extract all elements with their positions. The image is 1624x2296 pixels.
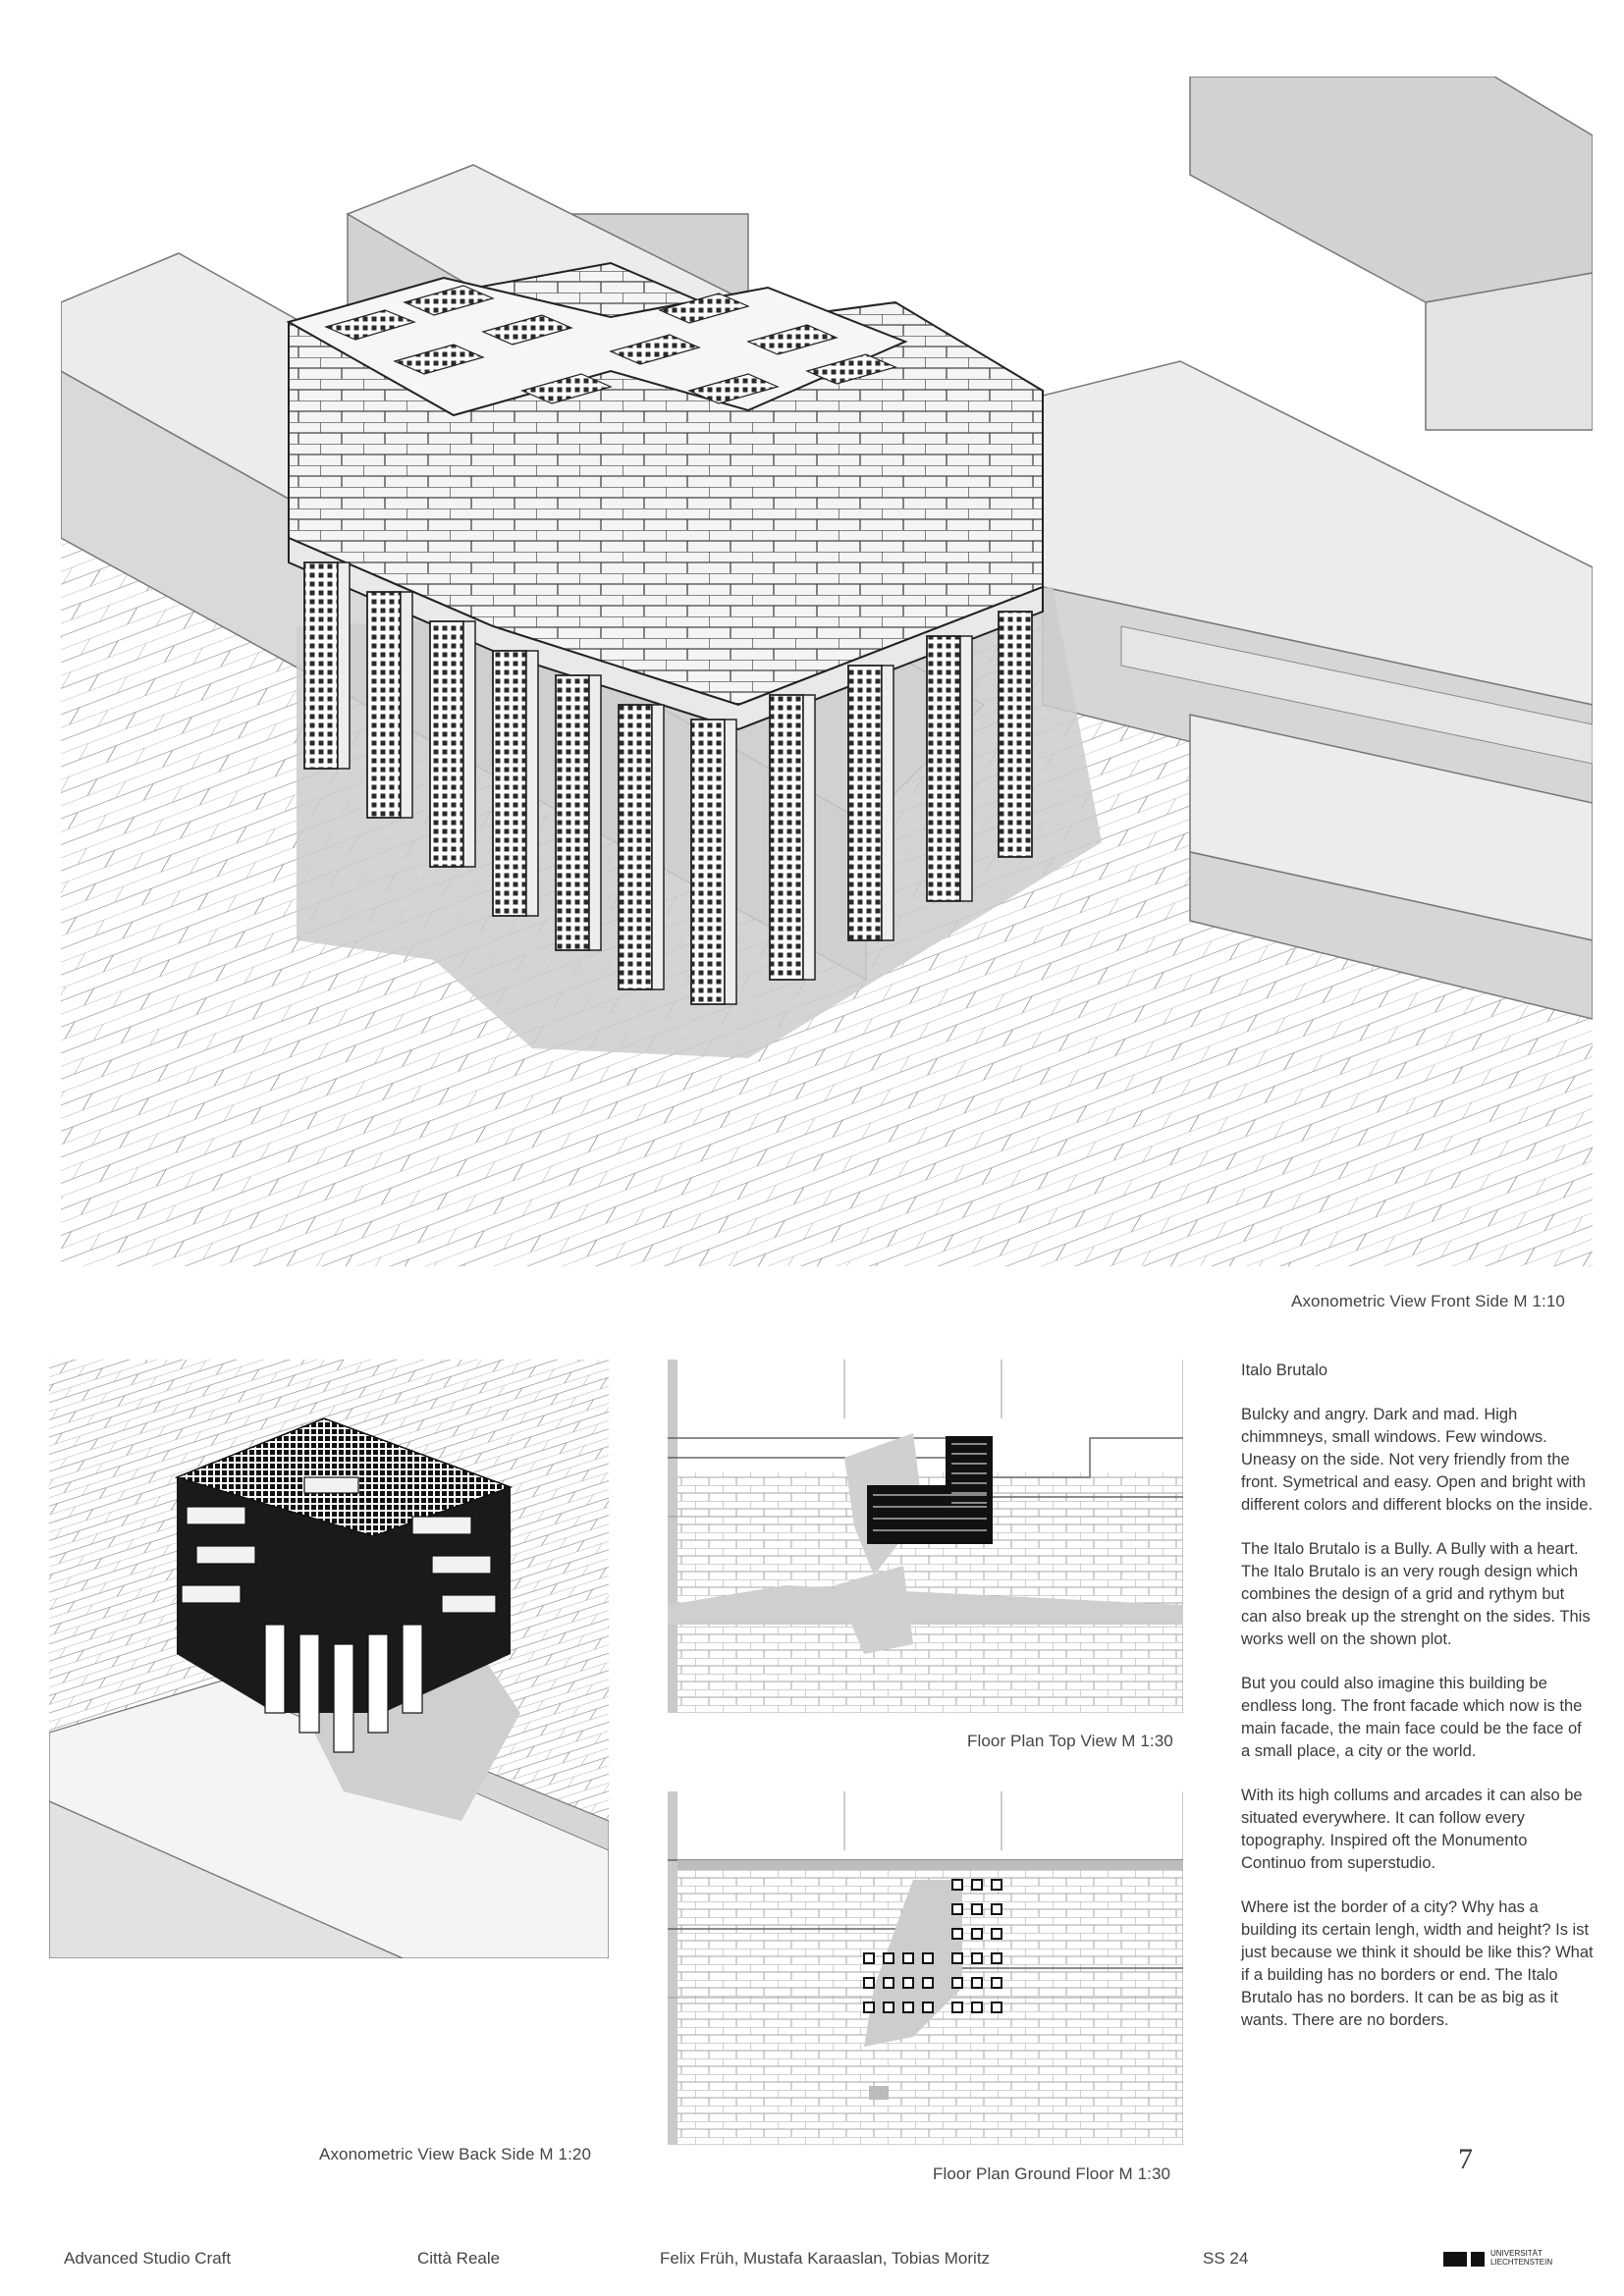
axonometric-back-drawing: [49, 1360, 609, 1958]
caption-axo-front: Axonometric View Front Side M 1:10: [1291, 1292, 1565, 1310]
description-paragraph: Where ist the border of a city? Why has a building its certain lengh, width and height? Is ist just because we think it should be like this? What if a building has no borders or end. The Italo Brutalo has no borders. It can be as big as it wants. There are no borders.: [1241, 1898, 1594, 2029]
description-title: Italo Brutalo: [1241, 1362, 1328, 1379]
footer-semester: SS 24: [1203, 2249, 1249, 2268]
description-paragraph: But you could also imagine this building be endless long. The front facade which now is the main facade, the main face could be the face of a small place, a city or the world.: [1241, 1675, 1583, 1760]
description-paragraph: The Italo Brutalo is a Bully. A Bully with a heart. The Italo Brutalo is an very rough design which combines the design of a grid and rythym but can also break up the strenght on the sides. This works well on the shown plot.: [1241, 1540, 1591, 1648]
description-paragraph: With its high collums and arcades it can also be situated everywhere. It can follow every topography. Inspired oft the Monumento Continuo from superstudio.: [1241, 1787, 1583, 1872]
project-description: [1241, 1360, 1595, 2054]
logo-mark-icon: [1471, 2252, 1485, 2267]
floor-plan-ground-floor: [668, 1791, 1183, 2145]
footer-course: Advanced Studio Craft: [64, 2249, 232, 2268]
footer-project: Città Reale: [417, 2249, 501, 2268]
caption-plan-top: Floor Plan Top View M 1:30: [967, 1732, 1173, 1750]
description-paragraph: Bulcky and angry. Dark and mad. High chimmneys, small windows. Few windows. Uneasy on the side. Not very friendly from the front. Symetrical and easy. Open and bright with different colors and different blocks on the inside.: [1241, 1406, 1594, 1514]
university-logo: [1443, 2249, 1596, 2270]
footer-authors: Felix Früh, Mustafa Karaaslan, Tobias Moritz: [660, 2249, 991, 2268]
caption-axo-back: Axonometric View Back Side M 1:20: [319, 2145, 592, 2163]
axonometric-front-drawing: [61, 77, 1593, 1266]
caption-plan-ground: Floor Plan Ground Floor M 1:30: [933, 2164, 1171, 2183]
floor-plan-top-view: [668, 1360, 1183, 1713]
logo-mark-icon: [1443, 2252, 1467, 2267]
page-number: 7: [1458, 2143, 1473, 2175]
logo-text: UNIVERSITÄT LIECHTENSTEIN: [1490, 2249, 1553, 2267]
